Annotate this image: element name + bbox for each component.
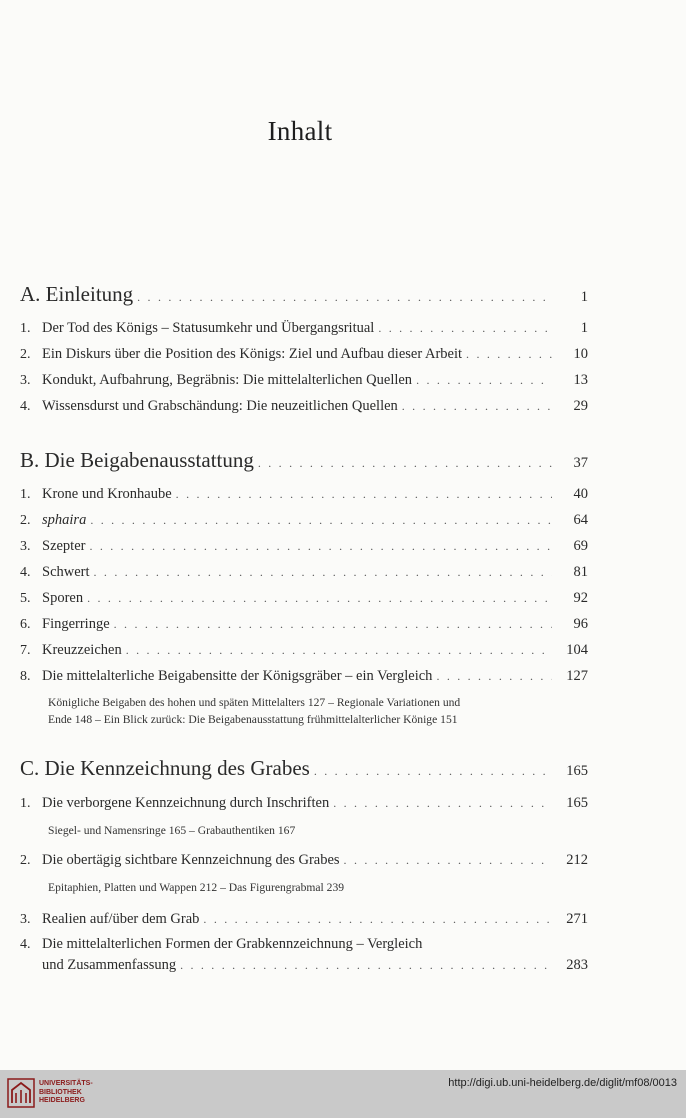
entry-title: Ein Diskurs über die Position des Königs: Ziel und Aufbau dieser Arbeit [42,346,463,362]
entry-number: 5. [20,591,31,606]
entry-number: 8. [20,669,31,684]
toc-subentries-c1 [48,822,568,839]
entry-title: Krone und Kronhaube [42,486,172,502]
toc-entry-b2[interactable] [20,512,588,529]
entry-number: 3. [20,912,31,927]
library-name [39,1080,93,1106]
page-title: Inhalt [267,116,333,146]
subentry-line: Siegel- und Namensringe 165 – Grabauthentiken 167 [48,824,296,837]
page-number: 64 [573,512,588,528]
leader-dots [344,853,552,868]
section-label: B. Die Beigabenausstattung [20,448,254,472]
leader-dots [90,513,552,528]
leader-dots [378,321,552,336]
subentry-line: Ende 148 – Ein Blick zurück: Die Beigabenausstattung frühmittelalterlicher Könige 151 [48,713,458,726]
entry-title: Schwert [42,564,90,580]
entry-number: 1. [20,487,31,502]
toc-entry-b7[interactable] [20,642,588,659]
toc-entry-a2[interactable] [20,346,588,363]
toc-entry-a3[interactable] [20,372,588,389]
page-number: 13 [573,372,588,388]
toc-section-a[interactable] [20,282,588,307]
leader-dots [333,796,552,811]
subentry-line: Epitaphien, Platten und Wappen 212 – Das Figurengrabmal 239 [48,881,345,894]
entry-number: 6. [20,617,31,632]
page-number: 96 [573,616,588,632]
leader-dots [466,347,552,362]
toc-entry-c1[interactable] [20,795,588,812]
page-number: 271 [566,911,588,927]
entry-title: Szepter [42,538,86,554]
toc-entry-b1[interactable] [20,486,588,503]
entry-title: sphaira [42,512,87,528]
toc-entry-c2[interactable] [20,852,588,869]
page-number: 29 [573,398,588,414]
page-number: 127 [566,668,588,684]
entry-title-continued: und Zusammenfassung [42,957,177,973]
entry-number: 2. [20,513,31,528]
entry-number: 2. [20,853,31,868]
entry-number: 4. [20,937,31,952]
entry-title: Wissensdurst und Grabschändung: Die neuzeitlichen Quellen [42,398,398,414]
entry-number: 4. [20,565,31,580]
toc-entry-c4[interactable] [20,936,588,953]
leader-dots [203,912,552,927]
leader-dots [89,539,552,554]
entry-number: 2. [20,347,31,362]
subentry-line: Königliche Beigaben des hohen und späten Mittelalters 127 – Regionale Variationen und [48,696,461,709]
page-number: 69 [573,538,588,554]
entry-title: Fingerringe [42,616,110,632]
page-number: 92 [573,590,588,606]
entry-title: Die obertägig sichtbare Kennzeichnung des Grabes [42,852,340,868]
entry-number: 7. [20,643,31,658]
toc-section-b[interactable] [20,448,588,473]
toc-entry-b6[interactable] [20,616,588,633]
leader-dots [436,669,552,684]
toc-entry-a1[interactable] [20,320,588,337]
page-number: 37 [573,455,588,471]
toc-entry-c4-continued[interactable] [20,957,588,974]
page-number: 81 [573,564,588,580]
entry-title: Die verborgene Kennzeichnung durch Inschriften [42,795,330,811]
toc-subentries-b8 [48,694,568,728]
leader-dots [114,617,552,632]
toc-entry-b3[interactable] [20,538,588,555]
entry-number: 3. [20,539,31,554]
page-number: 104 [566,642,588,658]
leader-dots [258,456,552,471]
page-number: 1 [580,320,588,336]
leader-dots [402,399,552,414]
entry-title: Die mittelalterliche Beigabensitte der Königsgräber – ein Vergleich [42,668,433,684]
section-label: C. Die Kennzeichnung des Grabes [20,756,310,780]
library-name-line: UNIVERSITÄTS- [39,1080,93,1087]
entry-number: 1. [20,796,31,811]
toc-entry-b5[interactable] [20,590,588,607]
page-number: 212 [566,852,588,868]
toc-entry-a4[interactable] [20,398,588,415]
toc-entry-b4[interactable] [20,564,588,581]
entry-title: Die mittelalterlichen Formen der Grabkennzeichnung – Vergleich [42,936,423,952]
entry-title: Realien auf/über dem Grab [42,911,200,927]
page-number: 283 [566,957,588,973]
entry-title: Sporen [42,590,84,606]
source-url-link[interactable]: http://digi.ub.uni-heidelberg.de/diglit/mf08/0013 [448,1077,677,1089]
library-name-line: BIBLIOTHEK [39,1088,82,1096]
leader-dots [416,373,552,388]
entry-title: Der Tod des Königs – Statusumkehr und Übergangsritual [42,320,375,336]
toc-subentries-c2 [48,879,568,896]
entry-title: Kreuzzeichen [42,642,122,658]
toc-entry-c3[interactable] [20,911,588,928]
leader-dots [126,643,552,658]
leader-dots [137,290,552,305]
page-number: 1 [580,289,588,305]
toc-section-c[interactable] [20,756,588,781]
leader-dots [94,565,552,580]
library-logo-icon [7,1078,35,1108]
entry-number: 4. [20,399,31,414]
entry-number: 1. [20,321,31,336]
leader-dots [314,764,552,779]
entry-title: Kondukt, Aufbahrung, Begräbnis: Die mittelalterlichen Quellen [42,372,413,388]
section-label: A. Einleitung [20,282,134,306]
leader-dots [180,958,552,973]
leader-dots [87,591,552,606]
page-number: 165 [566,795,588,811]
library-footer [0,1070,686,1118]
page-number: 10 [573,346,588,362]
library-name-line: HEIDELBERG [39,1097,85,1104]
page-number: 40 [573,486,588,502]
page-number: 165 [566,763,588,779]
entry-number: 3. [20,373,31,388]
toc-entry-b8[interactable] [20,668,588,685]
leader-dots [176,487,552,502]
